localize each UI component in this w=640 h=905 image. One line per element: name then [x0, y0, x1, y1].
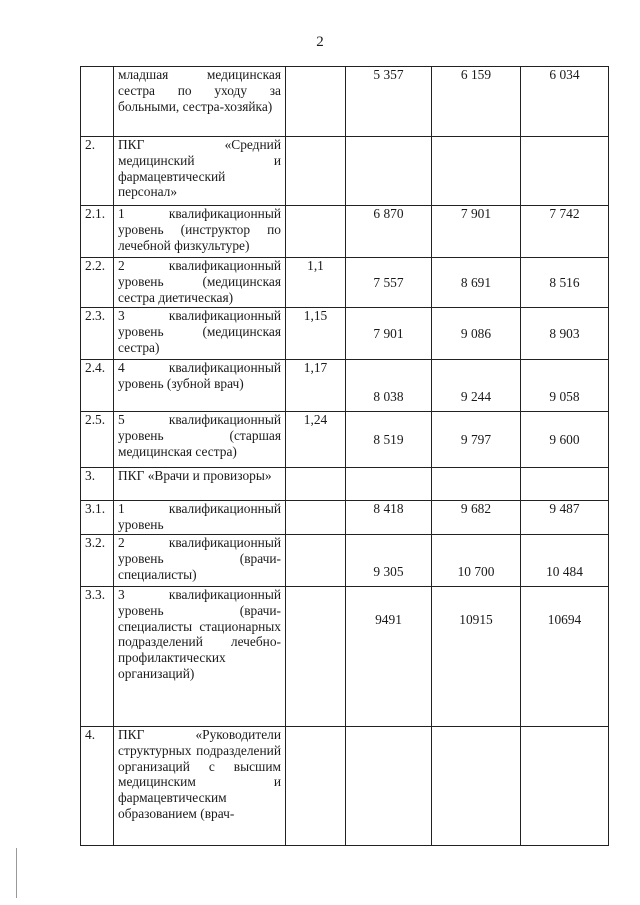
- table-row: [81, 67, 609, 137]
- coefficient-cell: [286, 206, 346, 258]
- salary-value-2: 9 244: [432, 360, 521, 412]
- coefficient-cell: [286, 468, 346, 501]
- row-number: 4.: [81, 727, 114, 846]
- row-number: 2.4.: [81, 360, 114, 412]
- position-name: 1 квалификационный уровень (инструктор по лечебной физкультуре): [114, 206, 286, 258]
- row-number: [81, 67, 114, 137]
- salary-value-2: [432, 468, 521, 501]
- coefficient-cell: [286, 727, 346, 846]
- salary-value-2: 8 691: [432, 258, 521, 308]
- salary-value-1: 5 357: [346, 67, 432, 137]
- coefficient-cell: 1,24: [286, 412, 346, 468]
- salary-value-3: 7 742: [521, 206, 609, 258]
- salary-value-3: 8 516: [521, 258, 609, 308]
- salary-value-2: 10 700: [432, 535, 521, 587]
- row-number: 3.1.: [81, 501, 114, 535]
- salary-value-2: [432, 727, 521, 846]
- position-name: ПКГ «Врачи и провизоры»: [114, 468, 286, 501]
- coefficient-cell: [286, 535, 346, 587]
- scan-margin-line: [16, 848, 17, 898]
- row-number: 3.3.: [81, 587, 114, 727]
- salary-value-3: [521, 137, 609, 206]
- position-name: ПКГ «Средний медицинский и фармацевтический персонал»: [114, 137, 286, 206]
- coefficient-cell: [286, 501, 346, 535]
- coefficient-cell: 1,15: [286, 308, 346, 360]
- row-number: 2.5.: [81, 412, 114, 468]
- table-row: [81, 587, 609, 727]
- salary-value-3: [521, 727, 609, 846]
- salary-value-2: 10915: [432, 587, 521, 727]
- salary-value-3: 10694: [521, 587, 609, 727]
- table-row: [81, 535, 609, 587]
- position-name: ПКГ «Руководители структурных подразделений организаций с высшим медицинским и фармацевтическим образованием (врач-: [114, 727, 286, 846]
- salary-value-1: [346, 137, 432, 206]
- salary-table: [80, 66, 609, 846]
- salary-value-1: 8 038: [346, 360, 432, 412]
- position-name: 2 квалификационный уровень (медицинская сестра диетическая): [114, 258, 286, 308]
- table-row: [81, 501, 609, 535]
- coefficient-cell: [286, 67, 346, 137]
- salary-value-1: [346, 468, 432, 501]
- salary-value-2: 9 086: [432, 308, 521, 360]
- row-number: 3.2.: [81, 535, 114, 587]
- salary-value-3: 10 484: [521, 535, 609, 587]
- position-name: 3 квалификационный уровень (врачи-специалисты стационарных подразделений лечебно-профилактических организаций): [114, 587, 286, 727]
- coefficient-cell: 1,1: [286, 258, 346, 308]
- row-number: 2.2.: [81, 258, 114, 308]
- row-number: 2.1.: [81, 206, 114, 258]
- position-name: 4 квалификационный уровень (зубной врач): [114, 360, 286, 412]
- salary-value-3: 9 487: [521, 501, 609, 535]
- table-row: [81, 308, 609, 360]
- table-row: [81, 468, 609, 501]
- salary-value-3: 8 903: [521, 308, 609, 360]
- page-number: 2: [316, 34, 324, 50]
- position-name: 2 квалификационный уровень (врачи-специалисты): [114, 535, 286, 587]
- salary-value-1: 6 870: [346, 206, 432, 258]
- salary-value-3: [521, 468, 609, 501]
- coefficient-cell: [286, 587, 346, 727]
- table-row: [81, 206, 609, 258]
- coefficient-cell: 1,17: [286, 360, 346, 412]
- table-row: [81, 360, 609, 412]
- position-name: 5 квалификационный уровень (старшая медицинская сестра): [114, 412, 286, 468]
- salary-value-3: 6 034: [521, 67, 609, 137]
- salary-value-1: [346, 727, 432, 846]
- salary-value-1: 9491: [346, 587, 432, 727]
- coefficient-cell: [286, 137, 346, 206]
- salary-value-2: 7 901: [432, 206, 521, 258]
- position-name: младшая медицинская сестра по уходу за больными, сестра-хозяйка): [114, 67, 286, 137]
- salary-value-2: 9 797: [432, 412, 521, 468]
- salary-value-3: 9 058: [521, 360, 609, 412]
- salary-value-2: 9 682: [432, 501, 521, 535]
- table-row: [81, 137, 609, 206]
- position-name: 1 квалификационный уровень: [114, 501, 286, 535]
- salary-value-1: 8 519: [346, 412, 432, 468]
- table-row: [81, 412, 609, 468]
- salary-value-1: 9 305: [346, 535, 432, 587]
- salary-value-1: 7 901: [346, 308, 432, 360]
- salary-value-2: 6 159: [432, 67, 521, 137]
- salary-value-1: 8 418: [346, 501, 432, 535]
- salary-value-2: [432, 137, 521, 206]
- table-row: [81, 258, 609, 308]
- position-name: 3 квалификационный уровень (медицинская сестра): [114, 308, 286, 360]
- row-number: 2.: [81, 137, 114, 206]
- salary-value-1: 7 557: [346, 258, 432, 308]
- row-number: 3.: [81, 468, 114, 501]
- table-row: [81, 727, 609, 846]
- row-number: 2.3.: [81, 308, 114, 360]
- salary-value-3: 9 600: [521, 412, 609, 468]
